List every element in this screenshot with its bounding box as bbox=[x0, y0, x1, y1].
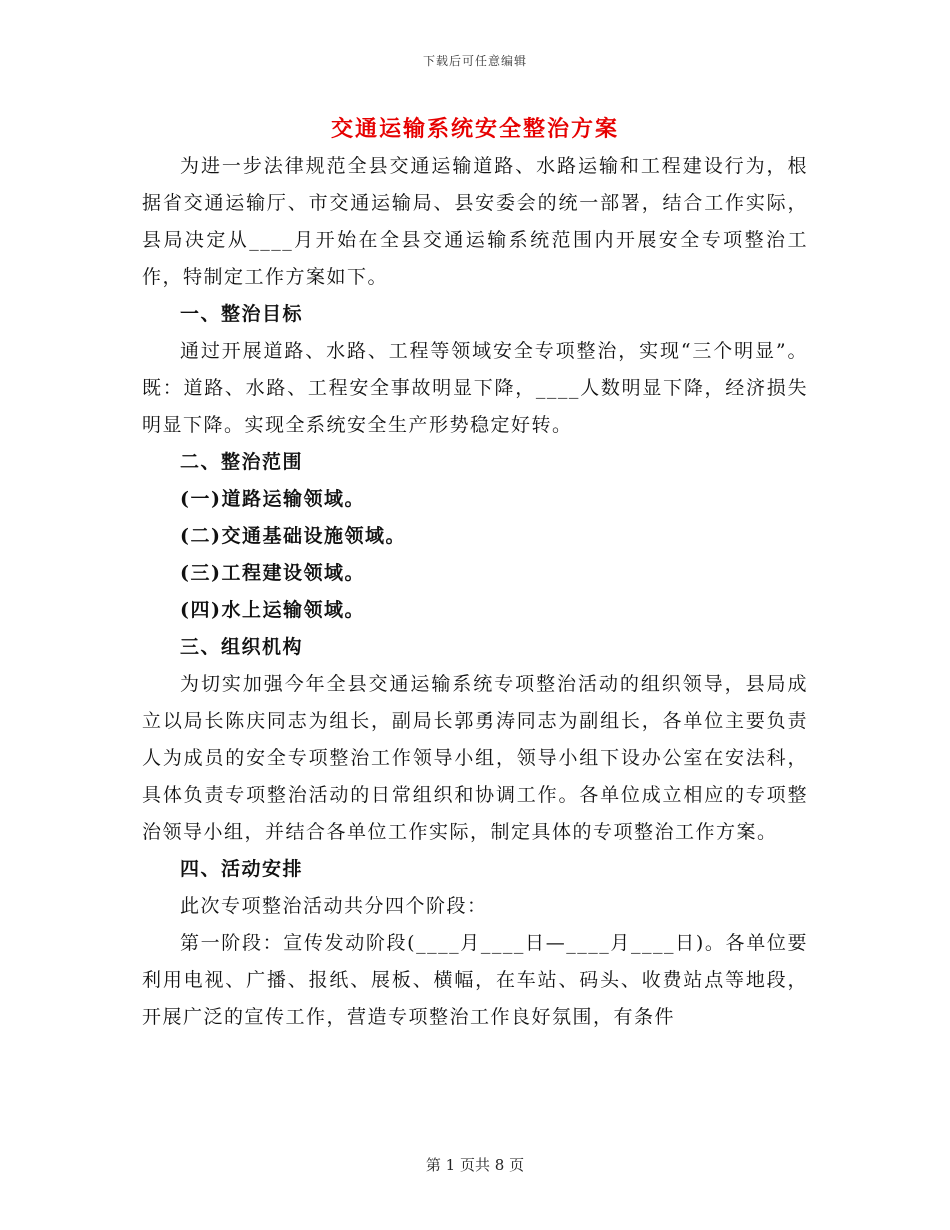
section-heading: 二、整治范围 bbox=[180, 451, 304, 473]
section-heading: (四)水上运输领域。 bbox=[180, 599, 365, 621]
header-note: 下载后可任意编辑 bbox=[422, 54, 527, 68]
section-heading: 四、活动安排 bbox=[180, 858, 304, 880]
body-paragraph: 第一阶段：宣传发动阶段(____月____日—____月____日)。各单位要利用电视、广播、报纸、展板、横幅，在车站、码头、收费站点等地段，开展广泛的宣传工作，营造专项整治工作良好氛围，有条件 bbox=[142, 932, 808, 1028]
document-title: 交通运输系统安全整治方案 bbox=[330, 116, 619, 142]
section-heading: (一)道路运输领域。 bbox=[180, 488, 365, 510]
body-paragraph: 通过开展道路、水路、工程等领域安全专项整治，实现“三个明显”。既：道路、水路、工程安全事故明显下降，____人数明显下降，经济损失明显下降。实现全系统安全生产形势稳定好转。 bbox=[142, 340, 808, 436]
section-heading: (二)交通基础设施领域。 bbox=[180, 525, 406, 547]
body-paragraph: 此次专项整治活动共分四个阶段： bbox=[180, 895, 488, 917]
body-paragraph: 为进一步法律规范全县交通运输道路、水路运输和工程建设行为，根据省交通运输厅、市交通运输局、县安委会的统一部署，结合工作实际，县局决定从____月开始在全县交通运输系统范围内开展安全专项整治工作，特制定工作方案如下。 bbox=[142, 155, 808, 288]
page-number-footer: 第 1 页共 8 页 bbox=[425, 1156, 525, 1174]
section-heading: 一、整治目标 bbox=[180, 303, 304, 325]
section-heading: (三)工程建设领域。 bbox=[180, 562, 365, 584]
body-paragraph: 为切实加强今年全县交通运输系统专项整治活动的组织领导，县局成立以局长陈庆同志为组长，副局长郭勇涛同志为副组长，各单位主要负责人为成员的安全专项整治工作领导小组，领导小组下设办公室在安法科，具体负责专项整治活动的日常组织和协调工作。各单位成立相应的专项整治领导小组，并结合各单位工作实际，制定具体的专项整治工作方案。 bbox=[142, 673, 808, 843]
section-heading: 三、组织机构 bbox=[180, 636, 304, 658]
document-body bbox=[142, 148, 808, 1036]
